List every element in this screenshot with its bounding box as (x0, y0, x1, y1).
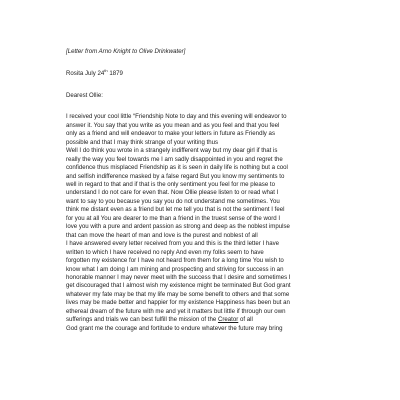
place-date (66, 70, 366, 78)
letter-content (66, 48, 366, 333)
body-line: get discouraged that I almost wish my existence might be terminated But God grant (66, 282, 291, 290)
body-line-final: God grant me the courage and fortitude to endure whatever the future may bring (66, 324, 283, 332)
body-line: lives may be made better and happier for my existence Happiness has been but an (66, 299, 290, 307)
letter-header-note: [Letter from Arno Knight to Olive Drinkwater] (66, 48, 186, 55)
body-line-creator (66, 316, 366, 324)
body-line: confidence thus misplaced Friendship as it is seen in daily life is nothing but a cool (66, 164, 288, 172)
body-line: possible and that I may think strange of your writing thus (66, 138, 219, 146)
creator-word: Creator (217, 316, 239, 324)
body-line: understand I do not care for even that. Now Ollie please listen to or read what I (66, 189, 279, 197)
body-line: that can move the heart of man and love is the purest and noblest of all (66, 231, 258, 239)
place-date-text: Rosita July 24 (66, 70, 105, 78)
body-line: written to which I have received no reply And even my folks seem to have (66, 248, 264, 256)
body-line: want to say to you because you say you do not understand me sometimes. You (66, 197, 280, 205)
body-line: love you with a pure and ardent passion as strong and deep as the noblest impulse (66, 223, 290, 231)
body-line-text: sufferings and trials we can best fulfill the mission of the (66, 316, 218, 324)
body-line: answer it. You say that you write as you mean and as you feel and that you feel (66, 121, 280, 129)
body-line: ethereal dream of the future with me and yet it matters but little if through our own (66, 307, 286, 315)
body-line: honorable manner I may never meet with the success that I desire and sometimes I (66, 273, 291, 281)
body-line: whatever my fate may be that my life may be some benefit to others and that some (66, 290, 290, 298)
body-line: for you at all You are dearer to me than a friend in the truest sense of the word I (66, 214, 281, 222)
place-date-year: 1879 (107, 70, 123, 78)
salutation: Dearest Ollie: (66, 92, 103, 100)
body-line: I have answered every letter received from you and this is the third letter I have (66, 240, 280, 248)
body-line: well in regard to that and if that is the only sentiment you feel for me please to (66, 180, 275, 188)
body-line: know what I am doing I am mining and prospecting and striving for success in an (66, 265, 284, 273)
body-line: think me distant even as a friend but let me tell you that is not the sentiment I feel (66, 206, 285, 214)
place-date-ordinal: th (104, 68, 108, 74)
body-line: I received your cool little “Friendship Note to day and this evening will endeavor to (66, 113, 287, 121)
body-line: really the way you feel towards me I am sadly disappointed in you and regret the (66, 155, 283, 163)
body-line-tail: of all (238, 316, 253, 324)
body-line: forgotten my existence for I have not heard from them for a long time You wish to (66, 257, 284, 265)
body-line: only as a friend and will endeavor to make your letters in future as Friendly as (66, 130, 275, 138)
body-line: Well I do think you wrote in a strangely indifferent way but my dear girl if that is (66, 147, 278, 155)
body-line: and selfish indifference masked by a false regard But you know my sentiments to (66, 172, 285, 180)
letter-body (66, 113, 366, 333)
